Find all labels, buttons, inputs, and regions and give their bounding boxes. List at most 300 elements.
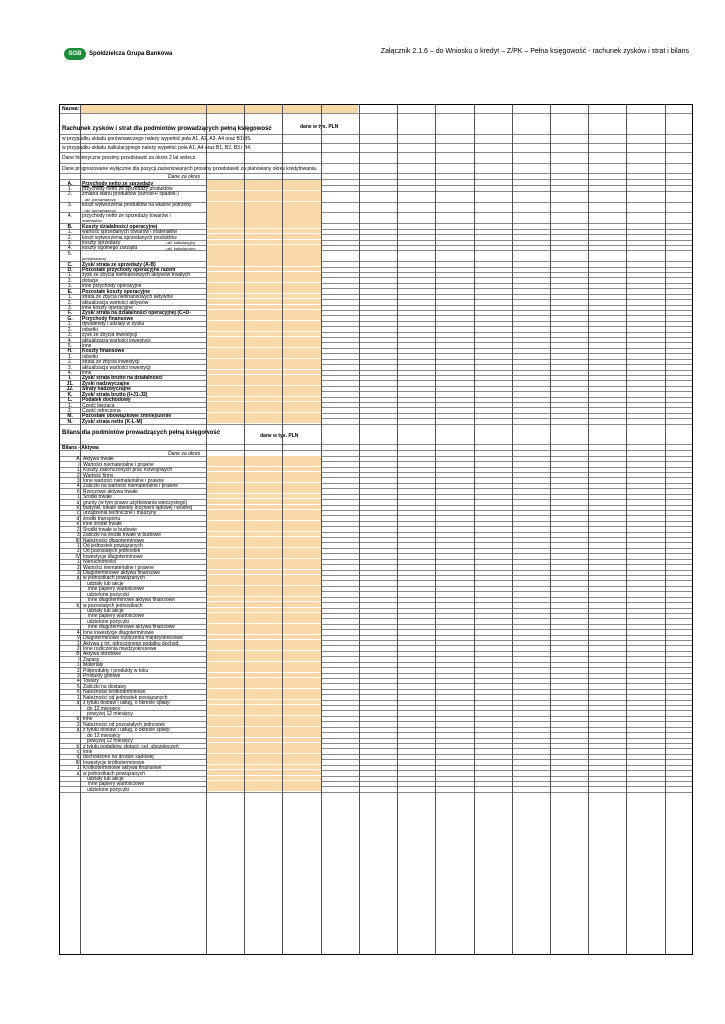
row-divider — [60, 710, 692, 711]
row-divider — [60, 386, 692, 387]
value-cell[interactable] — [206, 738, 321, 743]
row-divider — [60, 173, 692, 174]
rzis-row-label: Straty nadzwyczajne — [82, 386, 131, 393]
row-divider — [60, 553, 692, 554]
value-cell[interactable] — [206, 537, 321, 542]
bilans-row-number: 2. — [76, 548, 81, 555]
bilans-row-label: budynki, lokale obiekty inżynierii lądowej i wodnej — [83, 505, 193, 512]
value-cell[interactable] — [206, 727, 321, 732]
value-cell[interactable] — [206, 553, 321, 558]
value-cell[interactable] — [206, 776, 321, 781]
rzis-row-number: D. — [67, 267, 73, 274]
bilans-row-number: 3. — [76, 532, 81, 539]
bilans-row-number: III. — [75, 759, 81, 766]
rzis-row-label: Zysk/ strata brutto na działalności — [82, 375, 163, 382]
value-cell[interactable] — [206, 505, 321, 510]
bilans-row-number: a) — [76, 727, 81, 734]
value-cell[interactable] — [206, 202, 321, 212]
row-divider — [60, 564, 692, 565]
rzis-row-label: dywidendy i udziały w zysku — [82, 321, 145, 328]
row-divider — [60, 542, 692, 543]
rzis-row-label: wartość sprzedanych towarów i materiałów — [82, 229, 178, 236]
bilans-row-label: inne długoterminowe aktywa finansowe — [88, 624, 175, 631]
row-divider — [60, 662, 692, 663]
row-divider — [60, 288, 692, 289]
value-cell[interactable] — [206, 580, 321, 585]
bilans-row-label: udzielone pożyczki — [87, 786, 129, 793]
bilans-row-label: Zaliczki na środki trwałe w budowie — [83, 532, 162, 539]
rzis-row-label: Zysk/ strata ze sprzedaży (A-B) — [82, 261, 156, 268]
bilans-row-label: Nieruchomości — [83, 559, 117, 566]
value-cell[interactable] — [206, 321, 321, 326]
rzis-row-number: N. — [67, 418, 73, 425]
bilans-row-number: 2. — [76, 667, 81, 674]
rzis-row-label: koszt wytworzenia produktów na własne potrzeby — [82, 202, 192, 209]
rzis-row-number: 3. — [67, 240, 73, 246]
rzis-row-label: aktualizacja wartości inwestycji — [82, 337, 151, 344]
rzis-row-label: Koszty działalności operacyjnej — [82, 223, 158, 230]
row-divider — [60, 575, 692, 576]
attachment-note: Załącznik 2.1.6 – do Wniosku o kredyt – Z/PK – Pełna księgowość - rachunek zysków i strat i bilans — [380, 48, 689, 55]
value-cell[interactable] — [206, 261, 321, 266]
row-divider — [60, 364, 692, 365]
bilans-row-label: powyżej 12 miesięcy — [87, 710, 133, 717]
row-divider — [60, 391, 692, 392]
bilans-row-label: w pozostałych jednostkach — [83, 602, 143, 609]
rzis-row-number: L. — [67, 397, 73, 404]
value-cell[interactable] — [206, 332, 321, 337]
value-cell[interactable] — [206, 765, 321, 770]
value-cell[interactable] — [206, 618, 321, 623]
bilans-row-label: Inne rozliczenia międzyokresowe — [83, 645, 157, 652]
row-divider — [60, 397, 692, 398]
rzis-row-label: zysk ze zbycia niefinansowych aktywów trwałych — [82, 272, 191, 279]
rzis-row-number: 1. — [67, 294, 73, 301]
bilans-row-label: inne — [83, 716, 93, 723]
row-divider — [60, 113, 692, 114]
value-cell[interactable] — [206, 359, 321, 364]
row-divider — [60, 618, 692, 619]
value-cell[interactable] — [206, 375, 321, 380]
rzis-row-number: 1. — [67, 402, 73, 409]
bilans-row-label: z tytułu podatków, dotacji, ceł, ubezpieczeń — [83, 743, 179, 750]
bilans-row-label: Półprodukty i produkty w toku — [83, 667, 149, 674]
bilans-row-number: I. — [78, 656, 81, 663]
value-cell[interactable] — [206, 570, 321, 575]
rzis-row-number: H. — [67, 348, 73, 355]
value-cell[interactable] — [206, 407, 321, 412]
bilans-row-label: w jednostkach powiązanych — [83, 770, 145, 777]
value-cell[interactable] — [206, 515, 321, 520]
bilans-row-number: d) — [76, 754, 81, 761]
bilans-row-label: udziały lub akcje — [87, 580, 124, 587]
value-cell[interactable] — [206, 591, 321, 596]
bilans-row-number: b) — [76, 743, 81, 750]
bilans-row-label: inne środki trwałe — [83, 521, 122, 528]
row-divider — [60, 776, 692, 777]
bilans-row-label: Produkty gotowe — [83, 673, 121, 680]
value-cell[interactable] — [206, 748, 321, 753]
value-cell[interactable] — [206, 548, 321, 553]
rzis-row-number: M. — [67, 413, 73, 420]
row-divider — [60, 143, 692, 144]
rzis-row-number: 1. — [67, 321, 73, 328]
rzis-row-label: inne przychody operacyjne — [82, 283, 142, 290]
bilans-row-label: Długoterminowe aktywa finansowe — [83, 570, 160, 577]
value-cell[interactable] — [206, 250, 321, 260]
row-divider — [60, 380, 692, 381]
bilans-row-number: b) — [76, 602, 81, 609]
row-divider — [60, 359, 692, 360]
rzis-row-number: B. — [67, 223, 73, 230]
value-cell[interactable] — [206, 732, 321, 737]
bilans-row-label: inne papiery wartościowe — [88, 613, 145, 620]
value-cell[interactable] — [206, 402, 321, 407]
rzis-row-label: koszty ogólnego zarządu — [82, 245, 138, 252]
value-cell[interactable] — [206, 721, 321, 726]
bilans-row-number: e) — [76, 521, 81, 528]
value-cell[interactable] — [206, 288, 321, 293]
value-cell[interactable] — [206, 542, 321, 547]
rzis-row-number: 4. — [67, 212, 73, 219]
bilans-row-label: Koszty zakończonych prac rozwojowych — [83, 467, 173, 474]
bilans-row-label: Od jednostek powiązanych — [83, 542, 143, 549]
bilans-row-label: w jednostkach powiązanych — [83, 575, 145, 582]
value-cell[interactable] — [206, 494, 321, 499]
rzis-row-number: 2. — [67, 407, 73, 414]
value-cell[interactable] — [206, 299, 321, 304]
rzis-row-number: 1. — [67, 229, 73, 236]
units-label: dane w tys. PLN — [300, 124, 339, 130]
value-cell[interactable] — [206, 461, 321, 466]
row-divider — [60, 179, 692, 180]
value-cell[interactable] — [206, 575, 321, 580]
bilans-units: dane w tys. PLN — [260, 432, 299, 439]
rzis-row-label: inne koszty operacyjne — [82, 305, 133, 311]
logo-mark: SGB — [64, 48, 86, 60]
rzis-row-label: odsetki — [82, 326, 98, 333]
rzis-row-label: zmiana stanu produktów (wzrost+/ spadek-) — [82, 191, 179, 198]
column-divider — [588, 105, 589, 954]
rzis-row-label: przychody netto ze sprzedaży towarów i — [82, 212, 171, 219]
row-divider — [60, 689, 692, 690]
value-cell[interactable] — [206, 240, 321, 245]
bilans-row-number: 3. — [76, 673, 81, 680]
bilans-row-label: środki transportu — [83, 515, 121, 522]
row-divider — [60, 759, 692, 760]
rzis-row-label: strata ze zbycia niefinansowych aktywów — [82, 294, 173, 301]
value-cell[interactable] — [206, 229, 321, 234]
column-divider — [474, 105, 475, 954]
value-cell[interactable] — [206, 667, 321, 672]
value-cell[interactable] — [206, 364, 321, 369]
row-divider — [60, 792, 692, 793]
bilans-row-number: 4. — [76, 678, 81, 685]
bilans-row-label: inne papiery wartościowe — [88, 781, 145, 788]
bilans-row-number: 2. — [76, 645, 81, 652]
row-divider — [60, 705, 692, 706]
row-divider — [60, 608, 692, 609]
row-divider — [60, 591, 692, 592]
bilans-aktywa-title: Bilans - Aktywa — [62, 444, 99, 451]
value-cell[interactable] — [206, 337, 321, 342]
rzis-row-number: 4. — [67, 245, 73, 252]
bilans-row-label: udzielone pożyczki — [87, 591, 129, 598]
value-cell[interactable] — [206, 342, 321, 347]
value-cell[interactable] — [206, 370, 321, 375]
value-cell[interactable] — [206, 705, 321, 710]
column-divider — [626, 105, 627, 954]
row-divider — [60, 754, 692, 755]
bilans-row-label: do 12 miesięcy — [87, 705, 121, 712]
value-cell[interactable] — [206, 245, 321, 250]
bilans-row-label: z tytułu dostaw i usług, o okresie spłaty: — [83, 727, 171, 734]
value-cell[interactable] — [206, 272, 321, 277]
value-cell[interactable] — [206, 499, 321, 504]
rzis-row-number: 2. — [67, 234, 73, 241]
value-cell[interactable] — [206, 326, 321, 331]
row-divider — [60, 299, 692, 300]
bilans-row-number: c) — [76, 748, 81, 755]
period-label: Dane za okres — [168, 174, 201, 180]
value-cell[interactable] — [206, 559, 321, 564]
note-4: Dane prognozowane wyłącznie dla pozycji zacieniowanych prosimy przedstawić za planowany okres kredytowania. — [62, 166, 318, 172]
rzis-row-number: 3. — [67, 202, 73, 209]
value-cell[interactable] — [206, 656, 321, 661]
value-cell[interactable] — [206, 689, 321, 694]
row-divider — [60, 283, 692, 284]
bilans-row-number: a) — [76, 499, 81, 506]
rzis-row-label: koszt wytworzenia sprzedanych produktów — [82, 234, 177, 241]
bilans-row-label: Zapasy — [83, 656, 100, 663]
value-cell[interactable] — [206, 315, 321, 320]
column-divider — [282, 105, 283, 954]
value-cell[interactable] — [206, 597, 321, 602]
rzis-row-label: aktualizacja wartości inwestycji — [82, 364, 151, 371]
value-cell[interactable] — [206, 608, 321, 613]
value-cell[interactable] — [206, 635, 321, 640]
rzis-row-label: Zysk/ strata brutto (I+J1-J2) — [82, 391, 148, 398]
bilans-row-label: Należności od jednostek powiązanych — [83, 694, 168, 701]
value-cell[interactable] — [206, 234, 321, 239]
value-cell[interactable] — [206, 743, 321, 748]
bilans-row-number: I. — [78, 461, 81, 468]
value-cell[interactable] — [206, 413, 321, 418]
rzis-row-number: 3. — [67, 332, 73, 339]
value-cell[interactable] — [206, 640, 321, 645]
rzis-row-label: Pozostałe obowiązkowe zmniejszenie — [82, 413, 172, 420]
value-cell[interactable] — [206, 267, 321, 272]
bilans-row-label: Rzeczowe aktywa trwałe — [83, 488, 138, 495]
bilans-row-number: A. — [76, 456, 81, 463]
bilans-row-number: B. — [76, 651, 81, 658]
bilans-row-label: Krótkoterminowe aktywa finansowe — [83, 765, 162, 772]
bilans-row-number: b) — [76, 505, 81, 512]
value-cell[interactable] — [80, 105, 358, 113]
row-divider — [60, 656, 692, 657]
bilans-row-label: z tytułu dostaw i usług, o okresie spłaty: — [83, 700, 171, 707]
bilans-row-label: Wartość firmy — [83, 472, 114, 479]
rzis-row-label: Część bieżąca — [82, 402, 115, 409]
row-divider — [60, 673, 692, 674]
value-cell[interactable] — [206, 770, 321, 775]
bilans-row-label: Aktywa z tyt. odroczonego podatku dochod. — [83, 640, 180, 647]
value-cell[interactable] — [206, 185, 321, 190]
value-cell[interactable] — [206, 483, 321, 488]
value-cell[interactable] — [206, 353, 321, 358]
value-cell[interactable] — [206, 467, 321, 472]
value-cell[interactable] — [206, 645, 321, 650]
row-divider — [60, 321, 692, 322]
value-cell[interactable] — [206, 683, 321, 688]
row-divider — [60, 472, 692, 473]
rzis-row-sublabel: - ukł. porównawczy — [82, 207, 117, 213]
row-divider — [60, 521, 692, 522]
value-cell[interactable] — [206, 488, 321, 493]
column-divider — [244, 105, 245, 954]
value-cell[interactable] — [206, 673, 321, 678]
rzis-row-label: Przychody finansowe — [82, 315, 134, 322]
value-cell[interactable] — [206, 624, 321, 629]
rzis-row-number: 5. — [67, 342, 73, 349]
row-divider — [60, 667, 692, 668]
value-cell[interactable] — [206, 397, 321, 402]
rzis-row-label: odsetki — [82, 353, 98, 360]
value-cell[interactable] — [206, 472, 321, 477]
rzis-row-label: strata ze zbycia inwestycji — [82, 359, 140, 366]
bilans-row-label: Inne wartości niematerialne i prawne — [83, 477, 165, 484]
bilans-row-label: Od pozostałych jednostek — [83, 548, 141, 555]
column-divider — [359, 105, 360, 954]
value-cell[interactable] — [206, 694, 321, 699]
bilans-row-label: Zaliczki na dostawy — [83, 683, 127, 690]
column-divider — [206, 105, 207, 954]
value-cell[interactable] — [206, 716, 321, 721]
row-divider — [60, 716, 692, 717]
row-divider — [60, 586, 692, 587]
sgb-logo — [64, 48, 172, 60]
value-cell[interactable] — [206, 348, 321, 353]
value-cell[interactable] — [206, 191, 321, 201]
value-cell[interactable] — [206, 305, 321, 310]
value-cell[interactable] — [206, 294, 321, 299]
bilans-row-number: a) — [76, 700, 81, 707]
value-cell[interactable] — [206, 781, 321, 786]
row-divider — [60, 337, 692, 338]
value-cell[interactable] — [206, 586, 321, 591]
rzis-row-note: - ukł. kalkulacyjny — [164, 240, 196, 246]
rzis-row-number: 2. — [67, 326, 73, 333]
bilans-row-label: Inwestycje krótkoterminowe — [83, 759, 145, 766]
rzis-row-number: A. — [67, 180, 73, 187]
bilans-row-number: a) — [76, 575, 81, 582]
row-divider — [60, 629, 692, 630]
rzis-row-label: Zysk/ strata na działalności operacyjnej (C+D- — [82, 310, 191, 317]
column-divider — [512, 105, 513, 954]
value-cell[interactable] — [206, 283, 321, 288]
note-3: Dane historyczne prosimy przedstawić za okres 2 lat wstecz. — [62, 155, 197, 161]
value-cell[interactable] — [206, 391, 321, 396]
rzis-row-number: 3. — [67, 364, 73, 371]
bilans-row-number: 1. — [76, 559, 81, 566]
rzis-row-label: zysk ze zbycia inwestycji — [82, 332, 138, 339]
value-cell[interactable] — [206, 532, 321, 537]
bilans-row-number: 2. — [76, 721, 81, 728]
rzis-row-label: Pozostałe przychody operacyjne razem — [82, 267, 176, 274]
value-cell[interactable] — [206, 180, 321, 185]
bilans-row-label: Materiały — [83, 662, 104, 669]
value-cell[interactable] — [206, 629, 321, 634]
value-cell[interactable] — [206, 602, 321, 607]
value-cell[interactable] — [206, 564, 321, 569]
value-cell[interactable] — [206, 212, 321, 222]
rzis-row-label: Przychody netto ze sprzedaży — [82, 180, 154, 187]
bilans-row-number: III. — [75, 537, 81, 544]
financial-form-sheet — [59, 104, 693, 955]
row-divider — [60, 418, 692, 419]
bilans-row-label: Towary — [83, 678, 99, 685]
rzis-row-number: I. — [68, 375, 72, 382]
bilans-row-number: 4. — [76, 629, 81, 636]
value-cell[interactable] — [206, 786, 321, 791]
bilans-row-label: inne długoterminowe aktywa finansowe — [88, 597, 175, 604]
value-cell[interactable] — [206, 380, 321, 385]
value-cell[interactable] — [206, 700, 321, 705]
rzis-row-label: inne — [82, 370, 92, 377]
bilans-row-label: powyżej 12 miesięcy — [87, 738, 133, 745]
value-cell[interactable] — [206, 456, 321, 461]
value-cell[interactable] — [206, 477, 321, 482]
rzis-row-label: Część odroczona — [82, 407, 121, 414]
value-cell[interactable] — [206, 710, 321, 715]
bilans-row-label: inne papiery wartościowe — [88, 586, 145, 593]
row-divider — [60, 134, 692, 135]
name-label: Nazwa: — [62, 106, 80, 112]
bilans-row-label: grunty (w tym prawo użytkowania wieczystego) — [83, 499, 188, 506]
row-divider — [60, 488, 692, 489]
row-divider — [60, 494, 692, 495]
row-divider — [60, 348, 692, 349]
value-cell[interactable] — [206, 277, 321, 282]
rzis-row-label: Zyski nadzwyczajne — [82, 380, 130, 387]
value-cell[interactable] — [206, 526, 321, 531]
value-cell[interactable] — [206, 662, 321, 667]
value-cell[interactable] — [206, 386, 321, 391]
rzis-row-number: 3. — [67, 305, 73, 311]
rzis-row-sublabel: - ukł. porównawczy — [82, 196, 117, 202]
value-cell[interactable] — [206, 521, 321, 526]
bilans-row-number: 1. — [76, 494, 81, 501]
rzis-row-number: 5. — [67, 250, 73, 257]
value-cell[interactable] — [206, 651, 321, 656]
column-divider — [550, 105, 551, 954]
rzis-row-label: Koszty finansowe — [82, 348, 125, 355]
rzis-row-number: 2. — [67, 299, 73, 306]
value-cell[interactable] — [206, 223, 321, 228]
value-cell[interactable] — [206, 510, 321, 515]
value-cell[interactable] — [206, 418, 321, 423]
value-cell[interactable] — [206, 754, 321, 759]
row-divider — [60, 444, 692, 445]
row-divider — [60, 315, 692, 316]
bilans-title: Bilans dla podmiotów prowadzących pełną księgowość — [62, 429, 221, 436]
bilans-row-number: V. — [76, 635, 81, 642]
value-cell[interactable] — [206, 613, 321, 618]
value-cell[interactable] — [206, 678, 321, 683]
bilans-row-number: 1. — [76, 640, 81, 647]
value-cell[interactable] — [206, 759, 321, 764]
value-cell[interactable] — [206, 310, 321, 315]
